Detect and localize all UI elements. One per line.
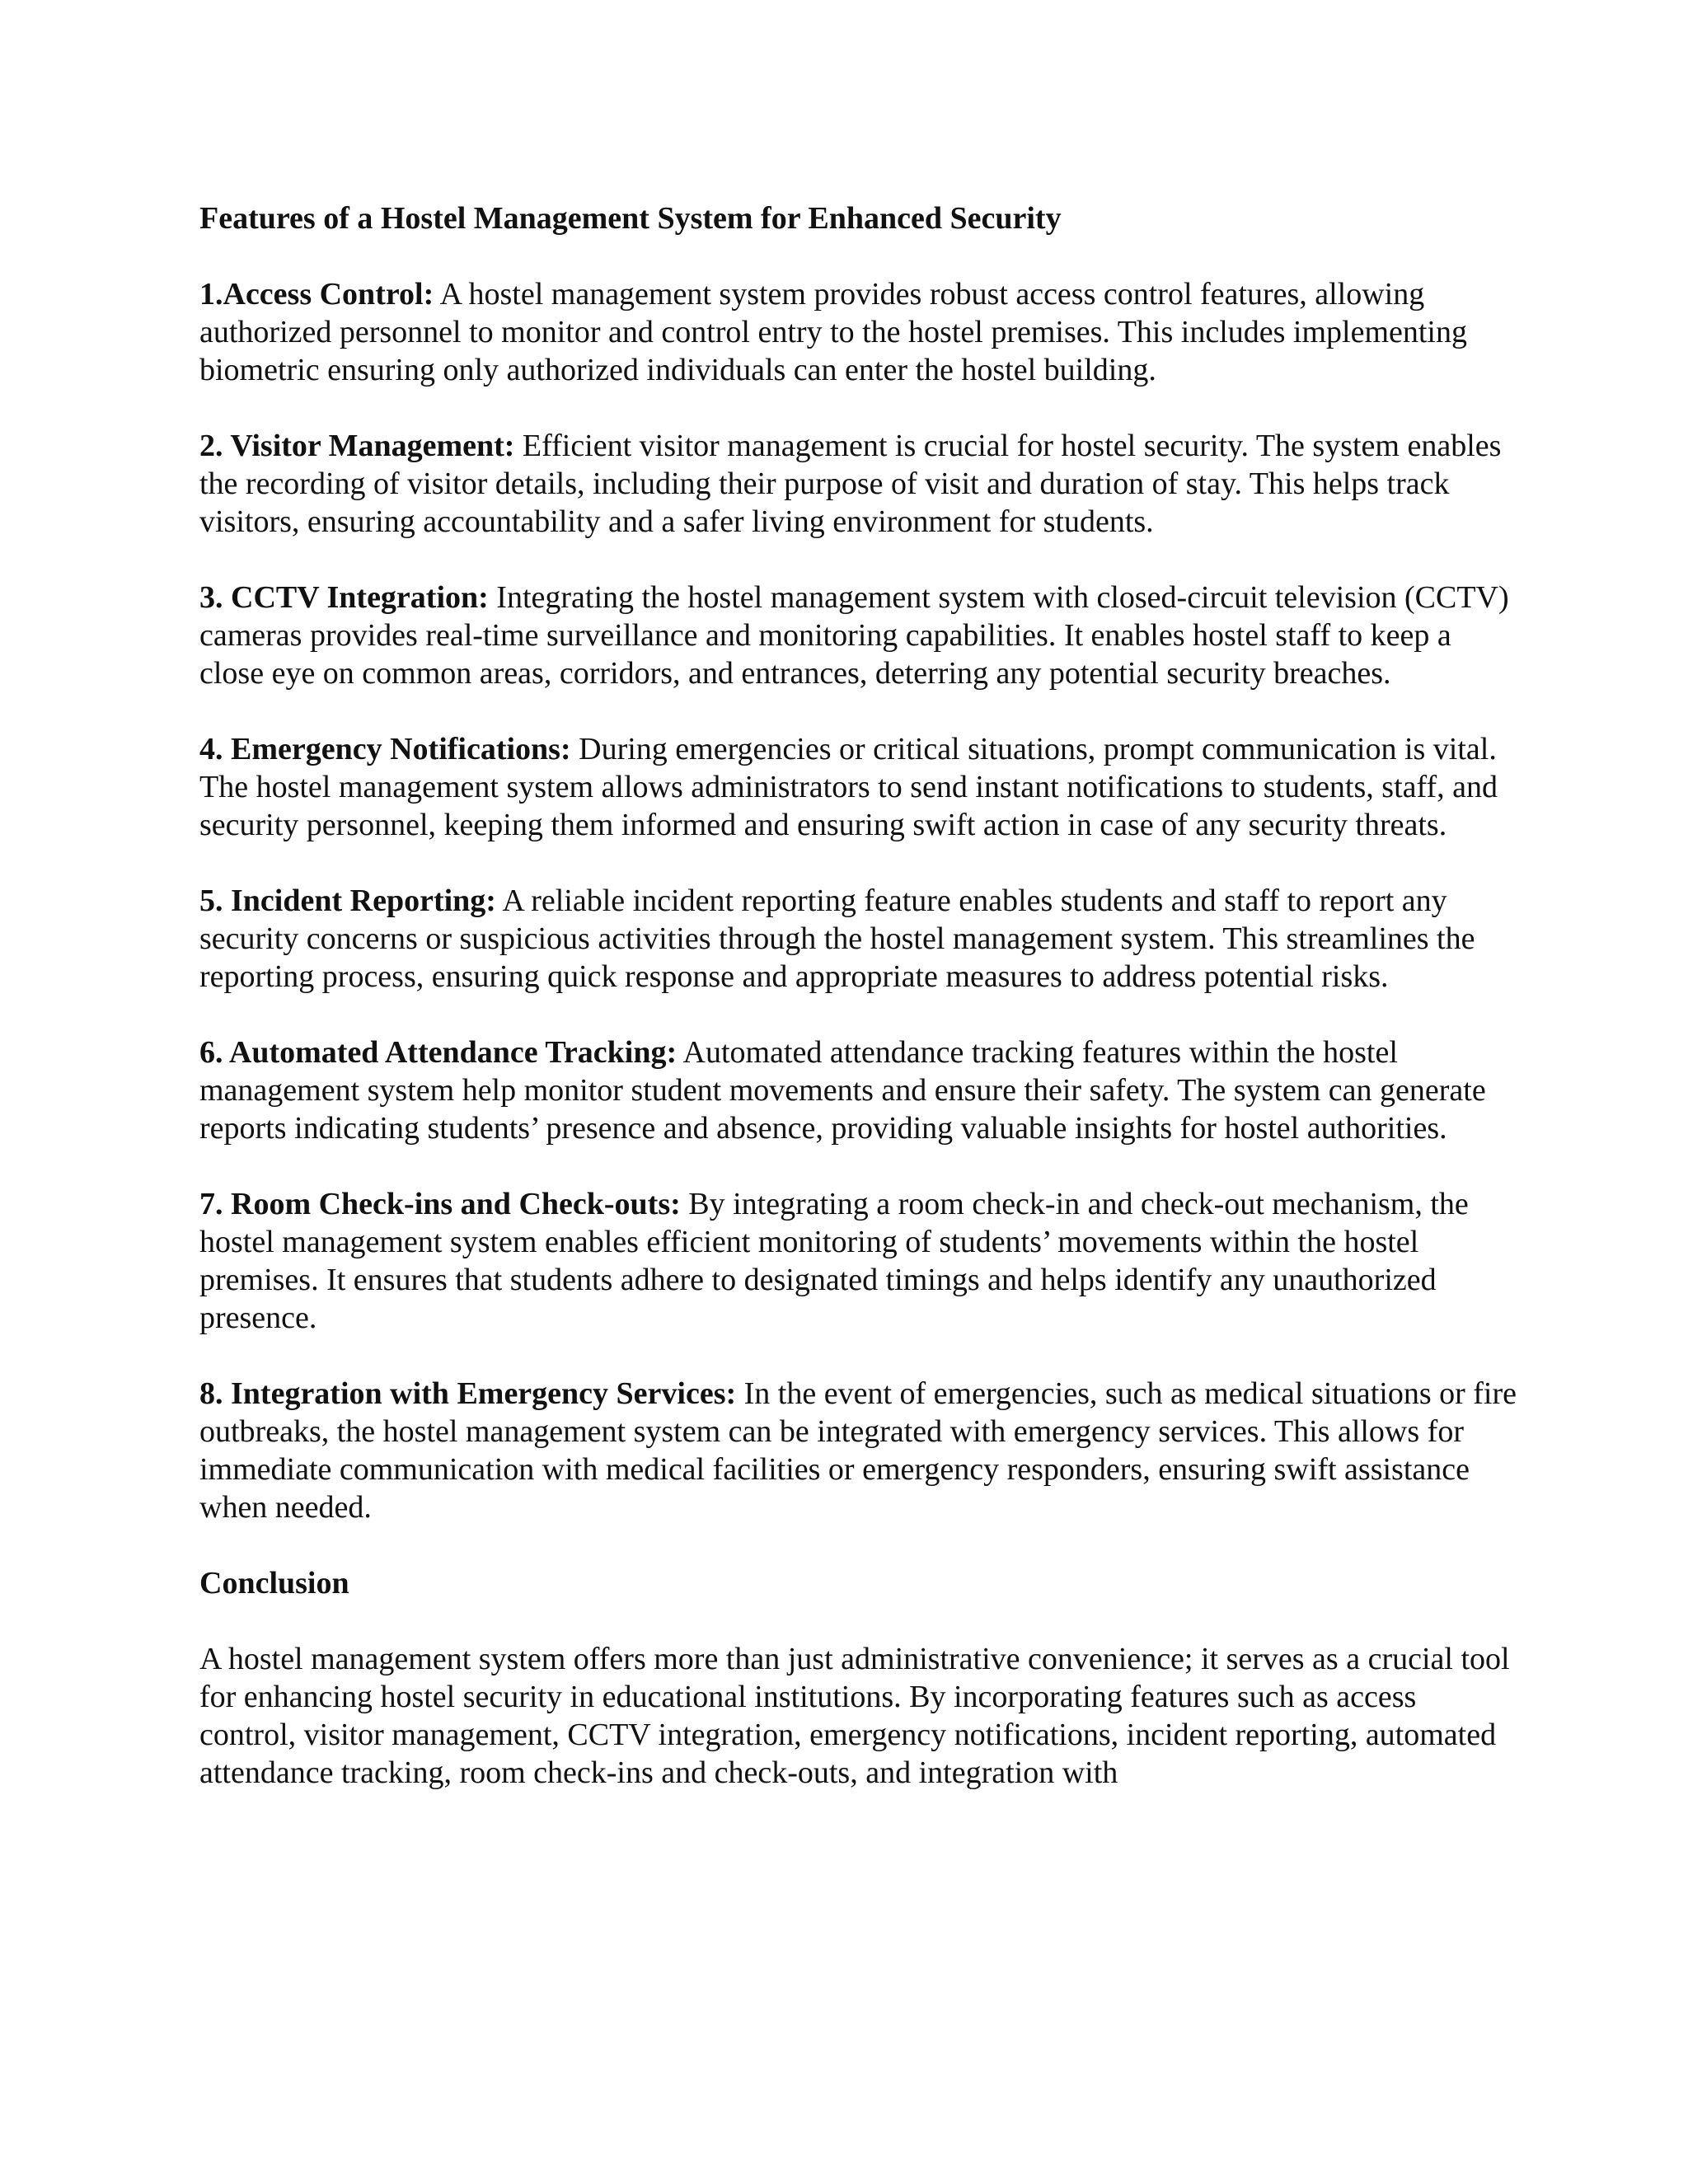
feature-text: A hostel management system provides robust access control features, allowing authorized personnel to monitor and control entry to the hostel premises. This includes implementing biometric ensuring only authorized individuals can enter the hostel building. [199,277,1467,387]
feature-paragraph-emergency-notifications [199,730,1518,844]
feature-text: Efficient visitor management is crucial for hostel security. The system enables the recording of visitor details, including their purpose of visit and duration of stay. This helps track visitors, ensuring accountability and a safer living environment for students. [199,429,1502,539]
feature-heading: 7. Room Check-ins and Check-outs: [199,1187,681,1221]
feature-paragraph-access-control [199,275,1518,389]
feature-heading: 3. CCTV Integration: [199,580,489,615]
feature-heading: 6. Automated Attendance Tracking: [199,1035,678,1070]
feature-text: Integrating the hostel management system with closed-circuit television (CCTV) cameras provides real-time surveillance and monitoring capabilities. It enables hostel staff to keep a close eye on common areas, corridors, and entrances, deterring any potential security breaches. [199,580,1509,691]
feature-heading: 8. Integration with Emergency Services: [199,1376,737,1411]
feature-heading: 5. Incident Reporting: [199,883,496,918]
feature-paragraph-visitor-management [199,427,1518,541]
feature-text: During emergencies or critical situations, prompt communication is vital. The hostel management system allows administrators to send instant notifications to students, staff, and security personnel, keeping them informed and ensuring swift action in case of any security threats. [199,732,1498,842]
feature-text: A reliable incident reporting feature enables students and staff to report any security concerns or suspicious activities through the hostel management system. This streamlines the reporting process, ensuring quick response and appropriate measures to address potential risks. [199,883,1475,994]
feature-heading: 4. Emergency Notifications: [199,732,571,766]
feature-paragraph-cctv-integration [199,579,1518,692]
feature-text: By integrating a room check-in and check-out mechanism, the hostel management system enables efficient monitoring of students’ movements within the hostel premises. It ensures that students adhere to designated timings and helps identify any unauthorized presence. [199,1187,1469,1335]
feature-paragraph-emergency-services [199,1375,1518,1526]
feature-text: Automated attendance tracking features within the hostel management system help monitor student movements and ensure their safety. The system can generate reports indicating students’ presence and absence, providing valuable insights for hostel authorities. [199,1035,1486,1146]
feature-paragraph-room-checkins [199,1185,1518,1337]
feature-paragraph-incident-reporting [199,882,1518,996]
page-title: Features of a Hostel Management System for Enhanced Security [199,201,1062,236]
conclusion-heading: Conclusion [199,1566,349,1601]
conclusion-paragraph: A hostel management system offers more than just administrative convenience; it serves as a crucial tool for enhancing hostel security in educational institutions. By incorporating features such as access control, visitor management, CCTV integration, emergency notifications, incident reporting, automated attendance tracking, room check-ins and check-outs, and integration with [199,1642,1510,1790]
feature-heading: 2. Visitor Management: [199,429,515,463]
feature-heading: 1.Access Control: [199,277,434,312]
document-page [199,199,1518,1792]
feature-paragraph-attendance-tracking [199,1033,1518,1147]
feature-text: In the event of emergencies, such as medical situations or fire outbreaks, the hostel management system can be integrated with emergency services. This allows for immediate communication with medical facilities or emergency responders, ensuring swift assistance when needed. [199,1376,1517,1525]
